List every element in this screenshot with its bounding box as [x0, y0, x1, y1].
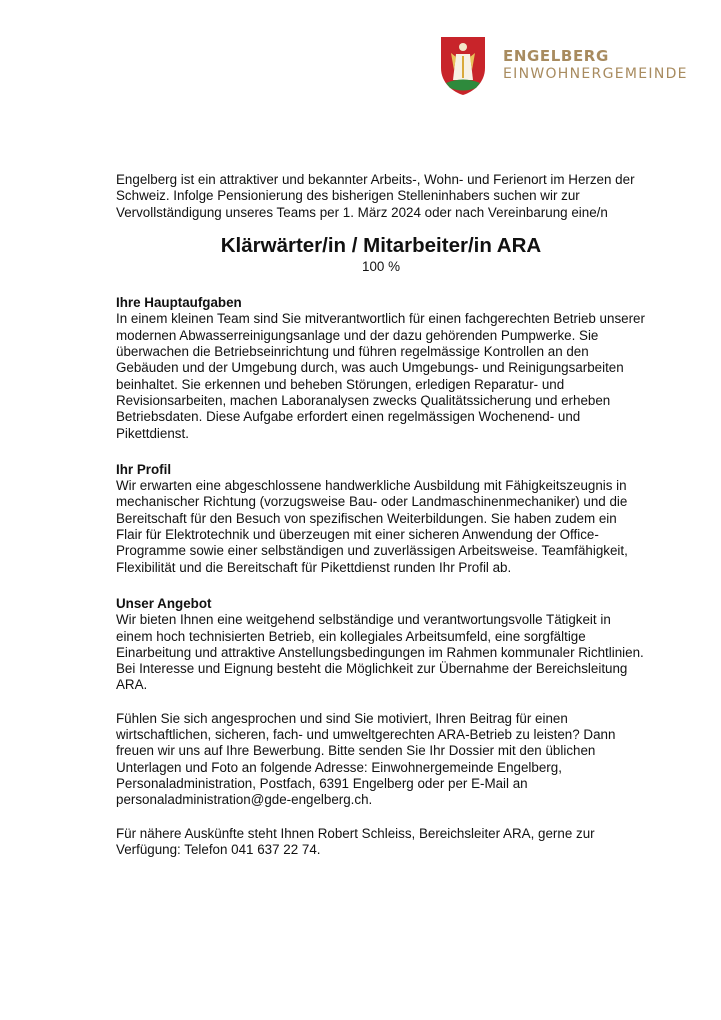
job-workload: 100 %	[362, 258, 400, 274]
brand-name	[503, 49, 688, 81]
job-ad-content	[116, 172, 646, 858]
job-title: Klärwärter/in / Mitarbeiter/in ARA	[220, 233, 542, 257]
section-heading-tasks: Ihre Hauptaufgaben	[116, 295, 242, 311]
section-body-tasks: In einem kleinen Team sind Sie mitverantwortlich für einen fachgerechten Betrieb unserer modernen Abwasserreinigungsanlage und der dazu gehörenden Pumpwerke. Sie überwachen die Betriebseinrichtung und führen regelmässige Kontrollen an den Gebäuden und der Umgebung durch, was auch Umgebungs- und Reinigungsarbeiten beinhaltet. Sie erkennen und beheben Störungen, erledigen Reparatur- und Revisionsarbeiten, machen Laboranalysen zwecks Qualitätssicherung und erheben Betriebsdaten. Diese Aufgabe erfordert einen regelmässigen Wochenend- und Pikettdienst.	[116, 311, 645, 441]
brand-line-1: ENGELBERG	[503, 47, 609, 65]
application-paragraph: Fühlen Sie sich angesprochen und sind Sie motiviert, Ihren Beitrag für einen wirtschaftlichen, sicheren, fach- und umweltgerechten ARA-Betrieb zu leisten? Dann freuen wir uns auf Ihre Bewerbung. Bitte senden Sie Ihr Dossier mit den üblichen Unterlagen und Foto an folgende Adresse: Einwohnergemeinde Engelberg, Personaladministration, Postfach, 6391 Engelberg oder per E-Mail an personaladministration@gde-engelberg.ch.	[116, 710, 616, 808]
intro-paragraph: Engelberg ist ein attraktiver und bekannter Arbeits-, Wohn- und Ferienort im Herzen der Schweiz. Infolge Pensionierung des bisherigen Stelleninhabers suchen wir zur Vervollständigung unseres Teams per 1. März 2024 oder nach Vereinbarung eine/n	[116, 172, 635, 220]
engelberg-crest-icon	[440, 36, 486, 96]
section-heading-offer: Unser Angebot	[116, 595, 212, 611]
contact-paragraph: Für nähere Auskünfte steht Ihnen Robert Schleiss, Bereichsleiter ARA, gerne zur Verfügung: Telefon 041 637 22 74.	[116, 825, 595, 857]
brand-line-2: EINWOHNERGEMEINDE	[503, 66, 688, 82]
section-heading-profile: Ihr Profil	[116, 461, 172, 477]
header-logo	[440, 36, 688, 100]
section-body-profile: Wir erwarten eine abgeschlossene handwerkliche Ausbildung mit Fähigkeitszeugnis in mechanischer Richtung (vorzugsweise Bau- oder Landmaschinenmechaniker) und die Bereitschaft für den Besuch von spezifischen Weiterbildungen. Sie haben zudem ein Flair für Elektrotechnik und überzeugen mit einer sicheren Anwendung der Office-Programme sowie einer selbständigen und zuverlässigen Arbeitsweise. Teamfähigkeit, Flexibilität und die Bereitschaft für Pikettdienst runden Ihr Profil ab.	[116, 478, 628, 575]
section-body-offer: Wir bieten Ihnen eine weitgehend selbständige und verantwortungsvolle Tätigkeit in einem hoch technisierten Betrieb, ein kollegiales Arbeitsumfeld, eine sorgfältige Einarbeitung und attraktive Anstellungsbedingungen im Rahmen kommunaler Richtlinien. Bei Interesse und Eignung besteht die Möglichkeit zur Übernahme der Bereichsleitung ARA.	[116, 612, 644, 693]
